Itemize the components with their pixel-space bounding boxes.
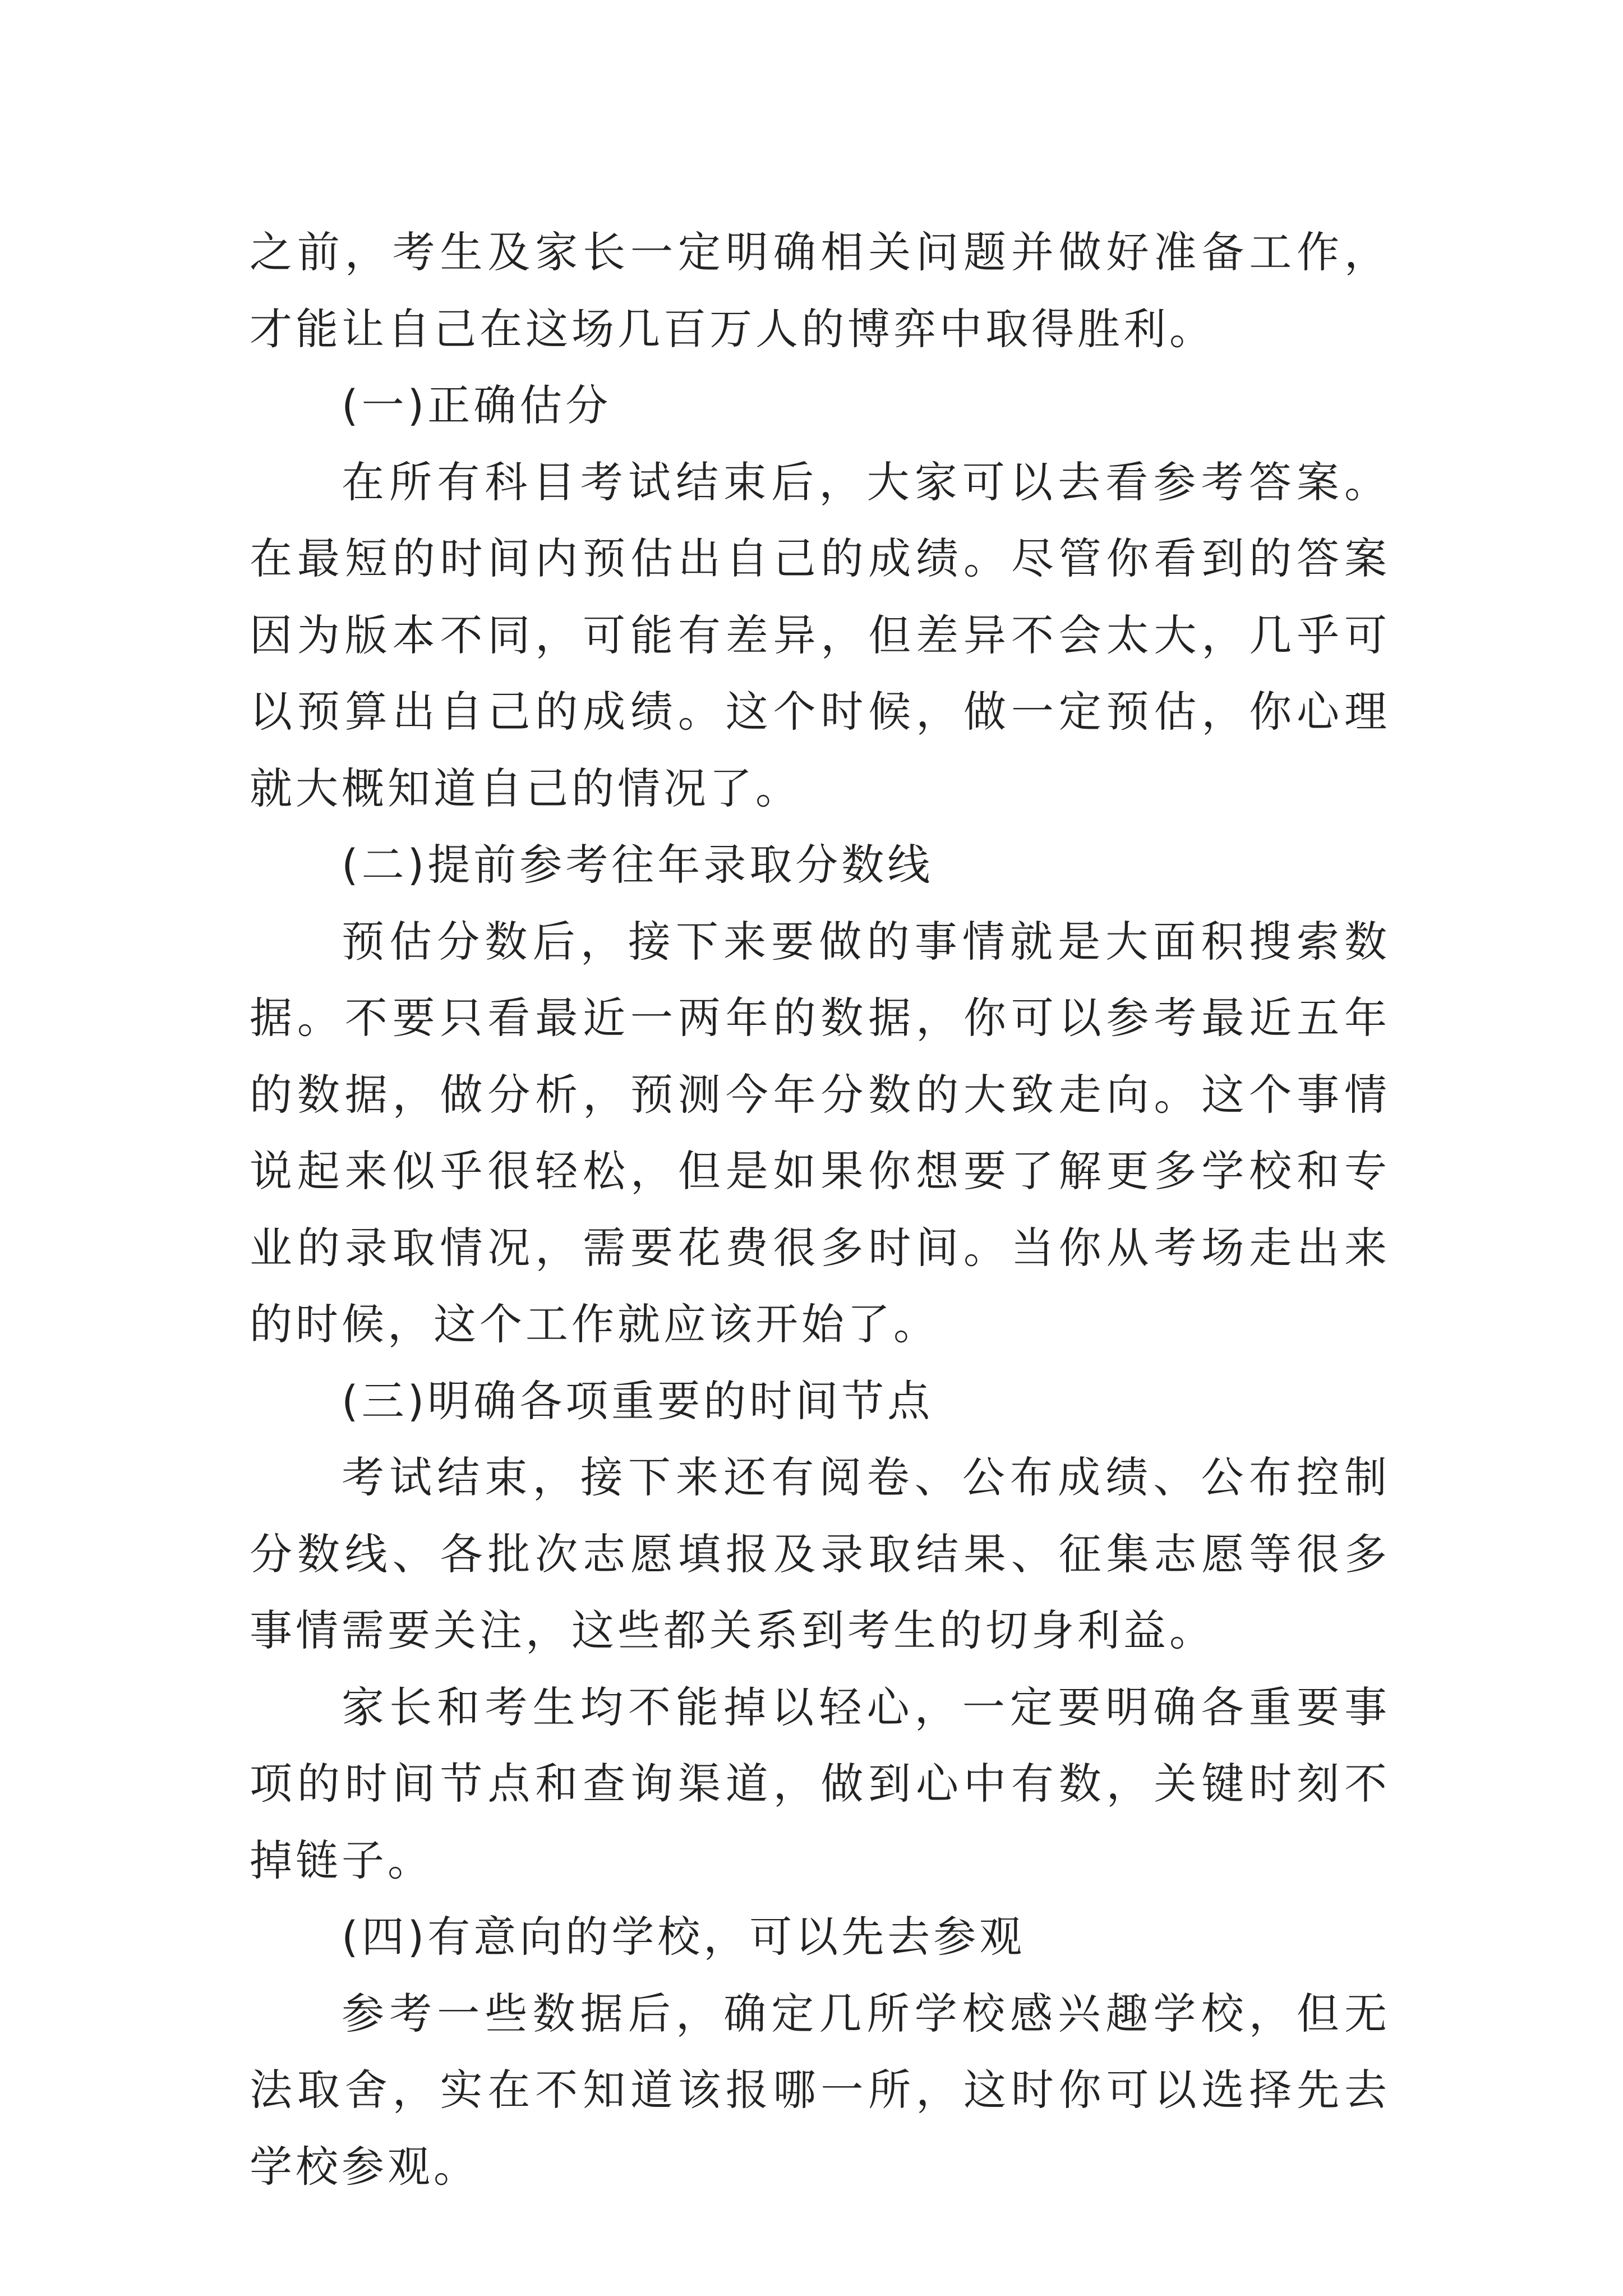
paragraph-time-nodes: 考试结束，接下来还有阅卷、公布成绩、公布控制分数线、各批次志愿填报及录取结果、征集志愿等很多事情需要关注，这些都关系到考生的切身利益。 [250, 1452, 1390, 1655]
section-heading-estimate-score: (一)正确估分 [342, 380, 612, 430]
paragraph-estimate-score: 在所有科目考试结束后，大家可以去看参考答案。在最短的时间内预估出自己的成绩。尽管你看到的答案因为版本不同，可能有差异，但差异不会太大，几乎可以预算出自己的成绩。这个时候，做一定预估，你心理就大概知道自己的情况了。 [250, 457, 1390, 813]
section-heading-visit-schools: (四)有意向的学校，可以先去参观 [342, 1912, 1026, 1962]
paragraph-past-cutoff-scores: 预估分数后，接下来要做的事情就是大面积搜索数据。不要只看最近一两年的数据，你可以参考最近五年的数据，做分析，预测今年分数的大致走向。这个事情说起来似乎很轻松，但是如果你想要了解更多学校和专业的录取情况，需要花费很多时间。当你从考场走出来的时候，这个工作就应该开始了。 [250, 916, 1390, 1349]
paragraph-visit-schools: 参考一些数据后，确定几所学校感兴趣学校，但无法取舍，实在不知道该报哪一所，这时你可以选择先去学校参观。 [250, 1988, 1390, 2192]
section-heading-time-nodes: (三)明确各项重要的时间节点 [342, 1375, 934, 1426]
paragraph-parents-students: 家长和考生均不能掉以轻心，一定要明确各重要事项的时间节点和查询渠道，做到心中有数，关键时刻不掉链子。 [250, 1682, 1390, 1885]
section-heading-past-cutoff-scores: (二)提前参考往年录取分数线 [342, 840, 934, 890]
document-body [250, 214, 1390, 2205]
paragraph-intro-continuation: 之前，考生及家长一定明确相关问题并做好准备工作，才能让自己在这场几百万人的博弈中取得胜利。 [250, 227, 1390, 354]
